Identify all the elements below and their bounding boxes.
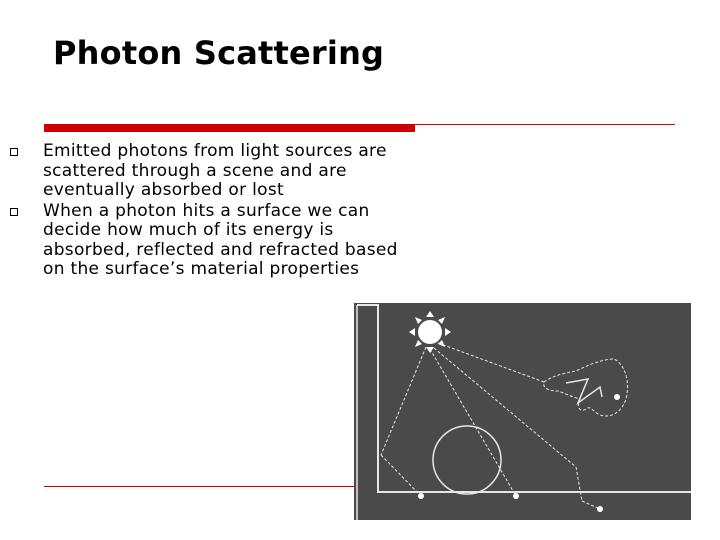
title-underline-thick xyxy=(44,124,415,132)
bullet-list xyxy=(10,142,410,280)
photon-dot xyxy=(418,493,424,499)
diagram-svg xyxy=(354,303,691,520)
photon-dot xyxy=(513,493,519,499)
square-bullet-icon xyxy=(10,208,18,216)
footer-rule xyxy=(44,486,354,487)
bullet-item xyxy=(10,202,410,280)
photon-dot xyxy=(597,506,603,512)
bullet-text: Emitted photons from light sources are scattered through a scene and are eventually absorbed or lost xyxy=(43,141,387,200)
photon-dot xyxy=(614,394,620,400)
title-underline-thin xyxy=(415,124,675,125)
photon-scattering-diagram xyxy=(354,303,691,520)
diagram-background xyxy=(354,303,691,520)
square-bullet-icon xyxy=(10,148,18,156)
bullet-text: When a photon hits a surface we can decide how much of its energy is absorbed, reflected and refracted based on the surface’s material properties xyxy=(43,200,398,279)
bullet-item xyxy=(10,142,410,201)
slide-title: Photon Scattering xyxy=(53,34,385,72)
